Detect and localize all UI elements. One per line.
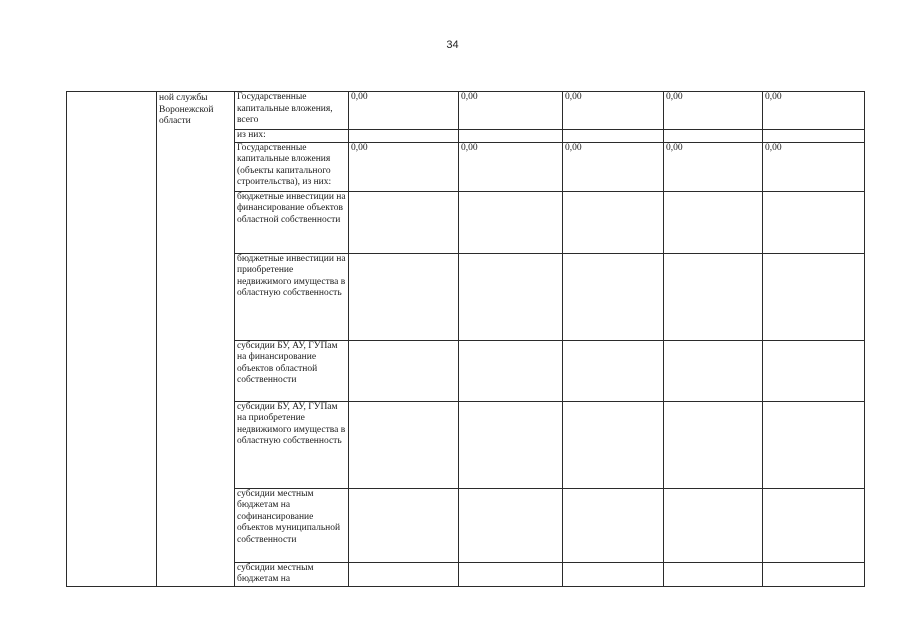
row-label: субсидии местным бюджетам на софинансирование объектов муниципальной собственности — [235, 488, 349, 562]
value-cell — [664, 130, 763, 143]
value-cell: 0,00 — [664, 142, 763, 191]
value-cell — [349, 130, 459, 143]
value-cell — [349, 253, 459, 340]
budget-table — [66, 91, 865, 587]
value-cell: 0,00 — [763, 142, 865, 191]
value-cell — [763, 401, 865, 488]
value-cell — [563, 562, 664, 586]
org-name-text: ной службы Воронежской области — [159, 93, 214, 127]
value-cell — [459, 253, 563, 340]
value-cell — [459, 191, 563, 253]
value-cell — [763, 130, 865, 143]
value-cell: 0,00 — [459, 142, 563, 191]
row-label: субсидии БУ, АУ, ГУПам на финансирование объектов областной собственности — [235, 340, 349, 401]
row-label: Государственные капитальные вложения, всего — [235, 92, 349, 130]
value-cell — [563, 488, 664, 562]
value-cell — [763, 340, 865, 401]
row-label: Государственные капитальные вложения (объекты капитального строительства), из них: — [235, 142, 349, 191]
value-cell: 0,00 — [459, 92, 563, 130]
value-cell — [349, 191, 459, 253]
value-cell — [563, 401, 664, 488]
value-cell — [664, 340, 763, 401]
value-cell: 0,00 — [349, 92, 459, 130]
value-cell — [459, 488, 563, 562]
table-row — [67, 92, 865, 130]
org-cell — [157, 92, 235, 587]
row-label: субсидии БУ, АУ, ГУПам на приобретение недвижимого имущества в областную собственность — [235, 401, 349, 488]
value-cell — [349, 401, 459, 488]
value-cell — [563, 253, 664, 340]
value-cell — [349, 562, 459, 586]
value-cell — [664, 562, 763, 586]
value-cell: 0,00 — [763, 92, 865, 130]
value-cell — [349, 340, 459, 401]
row-label: субсидии местным бюджетам на — [235, 562, 349, 586]
value-cell — [763, 253, 865, 340]
row-label: из них: — [235, 130, 349, 143]
value-cell — [459, 401, 563, 488]
value-cell — [349, 488, 459, 562]
value-cell — [459, 340, 563, 401]
value-cell — [459, 562, 563, 586]
value-cell — [763, 488, 865, 562]
page-number: 34 — [446, 39, 459, 51]
row-label: бюджетные инвестиции на приобретение недвижимого имущества в областную собственность — [235, 253, 349, 340]
value-cell — [763, 562, 865, 586]
value-cell — [563, 191, 664, 253]
row-label: бюджетные инвестиции на финансирование объектов областной собственности — [235, 191, 349, 253]
program-cell — [67, 92, 157, 587]
value-cell — [664, 488, 763, 562]
value-cell — [563, 130, 664, 143]
budget-table-container — [66, 91, 864, 584]
value-cell — [664, 401, 763, 488]
value-cell — [459, 130, 563, 143]
value-cell: 0,00 — [563, 142, 664, 191]
value-cell — [664, 253, 763, 340]
value-cell: 0,00 — [664, 92, 763, 130]
value-cell — [563, 340, 664, 401]
value-cell — [763, 191, 865, 253]
value-cell: 0,00 — [563, 92, 664, 130]
value-cell — [664, 191, 763, 253]
value-cell: 0,00 — [349, 142, 459, 191]
